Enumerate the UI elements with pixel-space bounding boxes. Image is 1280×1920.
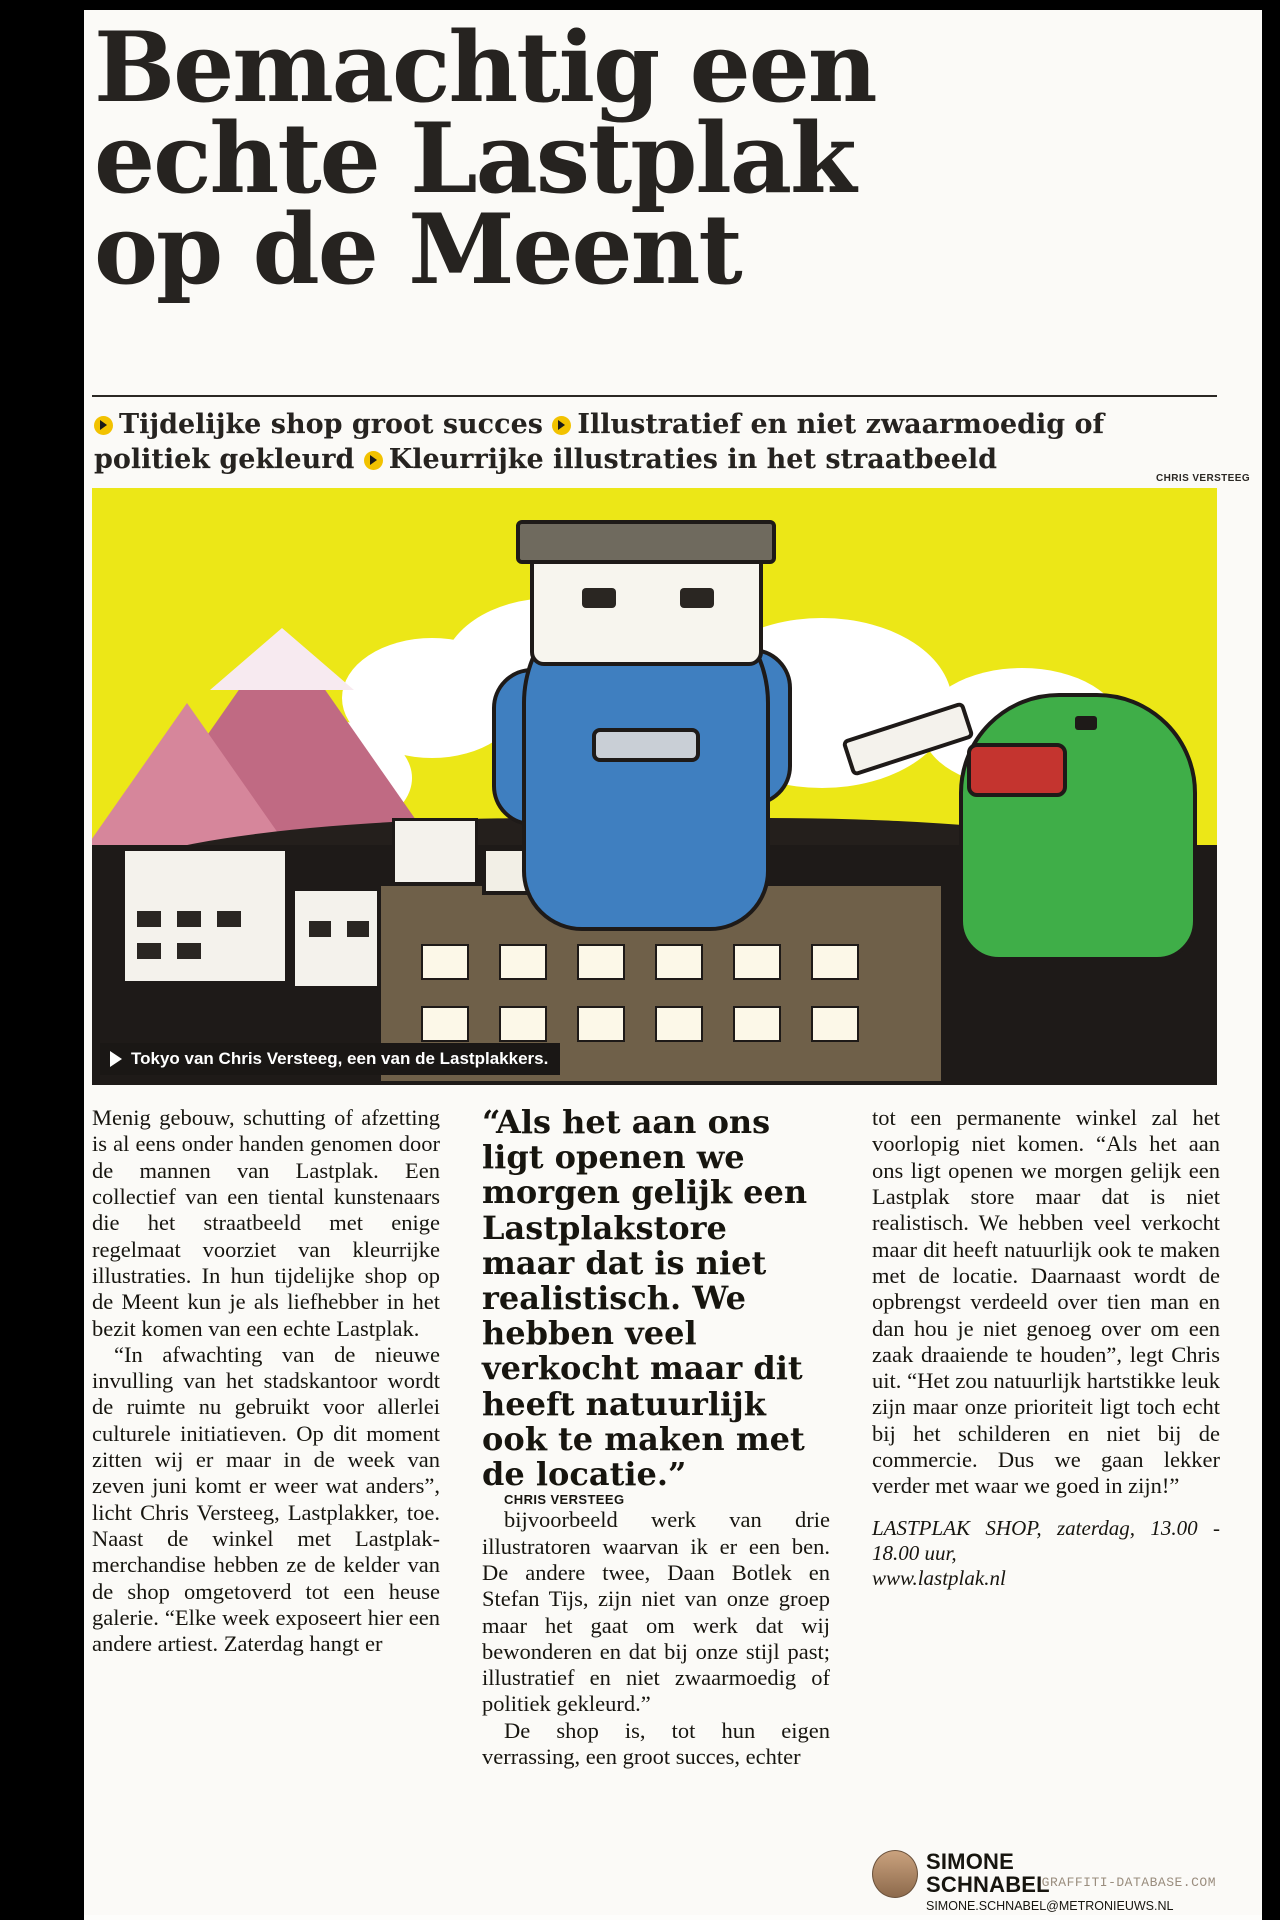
article-sheet [84, 10, 1262, 1915]
page-title [94, 11, 1204, 307]
shop-info [872, 1516, 1220, 1592]
kicker-item-1: Tijdelijke shop groot succes [119, 409, 543, 440]
article-column-3 [872, 1105, 1220, 1591]
kicker-list [94, 408, 1214, 477]
paragraph: Menig gebouw, schutting of afzetting is al eens onder handen genomen door de mannen van Lastplak. Een collectief van een tiental kunstenaars die het straatbeeld met enige regelmaat voorziet van kleurrijke illustraties. In hun tijdelijke shop op de Meent kun je als liefhebber in het bezit komen van een echte Lastplak. [92, 1105, 440, 1341]
monster-eye-right [680, 588, 714, 608]
avatar [872, 1850, 918, 1898]
scan-edge-top [0, 0, 1280, 10]
bullet-arrow-icon [552, 416, 571, 435]
scan-edge-left [0, 0, 84, 1920]
image-caption [100, 1043, 560, 1075]
headline-line-2: echte Lastplak [94, 102, 855, 216]
play-triangle-icon [110, 1051, 122, 1067]
article-illustration [92, 488, 1217, 1085]
shop-website-link[interactable]: www.lastplak.nl [872, 1566, 1006, 1591]
paragraph: De shop is, tot hun eigen verrassing, een groot succes, echter [482, 1717, 830, 1770]
paragraph: tot een permanente winkel zal het voorlopig niet komen. “Als het aan ons ligt openen we morgen gelijk een Lastplak store maar dat is niet realistisch. We hebben veel verkocht maar dit heeft natuurlijk ook te maken met de locatie. Daarnaast wordt de opbrengst verdeeld over tien man en dan hou je niet genoeg over om een zaak draaiende te houden”, legt Chris uit. “Het zou natuurlijk hartstikke leuk zijn maar onze prioriteit ligt toch echt bij het schilderen en niet bij de commercie. Dus we gaan lekker verder met waar we goed in zijn!” [872, 1105, 1220, 1499]
green-monster-eye [1075, 716, 1097, 730]
article-column-2 [482, 1105, 830, 1770]
headline-line-1: Bemachtig een [94, 11, 876, 124]
headline-divider [92, 395, 1217, 397]
paragraph: bijvoorbeeld werk van drie illustratoren waarvan ik er een ben. De andere twee, Daan Botlek en Stefan Tijs, zijn niet van onze groep maar het gaat om werk dat wij bewonderen en dat bij onze stijl past; illustratief en niet zwaarmoedig of politiek gekleurd.” [482, 1507, 830, 1717]
photo-credit: CHRIS VERSTEEG [1156, 473, 1250, 484]
shop-info-hours: LASTPLAK SHOP, zaterdag, 13.00 - 18.00 uur, [872, 1515, 1220, 1565]
mountain-shape-secondary [92, 703, 292, 853]
mountain-snowcap [210, 628, 354, 690]
watermark: GRAFFITI-DATABASE.COM [1041, 1875, 1216, 1890]
headline-line-3: op de Meent [94, 193, 741, 307]
green-monster-mouth [967, 743, 1067, 797]
green-monster [959, 693, 1197, 961]
bullet-arrow-icon [364, 451, 383, 470]
image-caption-text: Tokyo van Chris Versteeg, een van de Lastplakkers. [131, 1049, 549, 1068]
byline-name-last: SCHNABEL [926, 1872, 1050, 1898]
city-building [122, 848, 288, 984]
article-column-1 [92, 1105, 440, 1658]
scan-edge-right [1262, 0, 1280, 1920]
pull-quote: “Als het aan ons ligt openen we morgen gelijk een Lastplakstore maar dat is niet realistisch. We hebben veel verkocht maar dit heeft natuurlijk ook te maken met de locatie.” [482, 1103, 808, 1493]
byline-email[interactable]: SIMONE.SCHNABEL@METRONIEUWS.NL [926, 1899, 1174, 1914]
pull-quote-credit: CHRIS VERSTEEG [504, 1492, 625, 1508]
paragraph: “In afwachting van de nieuwe invulling van het stadskantoor wordt de ruimte nu gebruikt voor allerlei culturele initiatieven. Op dit moment zitten wij er maar in de week van zeven juni komt er weer wat anders”, licht Chris Versteeg, Lastplakker, toe. Naast de winkel met Lastplak-merchandise hebben ze de kelder van de shop omgetoverd tot een heuse galerie. “Elke week exposeert hier een andere artiest. Zaterdag hangt er [92, 1341, 440, 1657]
bullet-arrow-icon [94, 416, 113, 435]
monster-mouth [592, 728, 700, 762]
monster-head [530, 548, 763, 666]
kicker-item-2: Illustratief en niet zwaarmoedig of politiek gekleurd [94, 409, 1105, 475]
byline-name-first: SIMONE [926, 1849, 1014, 1874]
kicker-item-3: Kleurrijke illustraties in het straatbeeld [388, 443, 998, 475]
monster-eye-left [582, 588, 616, 608]
monster-roof-hat [516, 520, 776, 564]
